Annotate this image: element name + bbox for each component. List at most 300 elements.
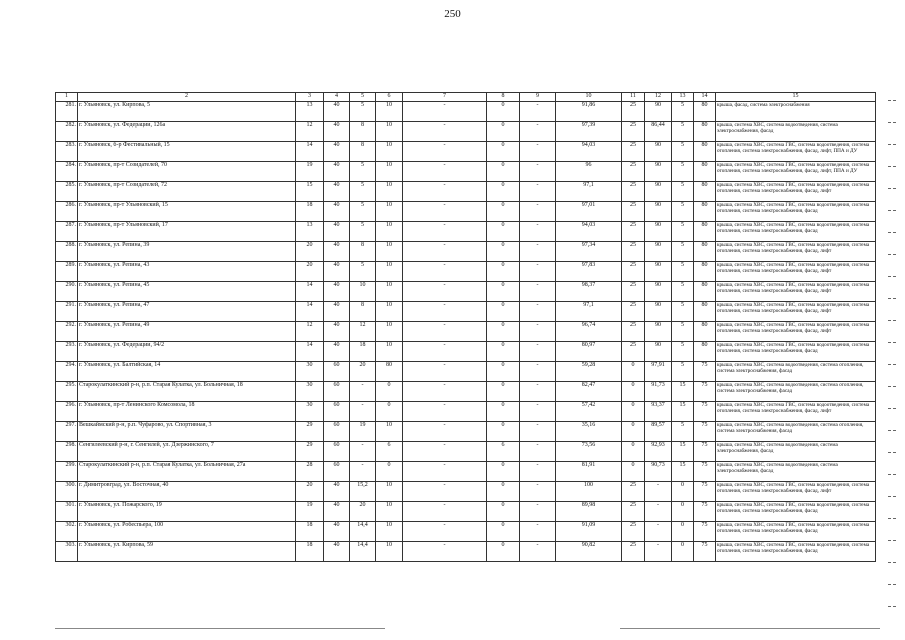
cell-col-10: 97,83 bbox=[556, 261, 622, 281]
cell-col-4: 40 bbox=[324, 181, 350, 201]
cell-col-7: - bbox=[403, 381, 487, 401]
cell-col-7: - bbox=[403, 121, 487, 141]
table-row bbox=[56, 501, 876, 521]
cell-works-list: крыша, система ХВС, система водоотведения, система электроснабжения, фасад bbox=[716, 121, 876, 141]
cell-col-10: 73,56 bbox=[556, 441, 622, 461]
cell-col-14: 80 bbox=[694, 121, 716, 141]
cell-col-10: 90,82 bbox=[556, 541, 622, 561]
cell-col-9: - bbox=[520, 161, 556, 181]
table-header bbox=[56, 93, 876, 102]
cell-col-14: 80 bbox=[694, 341, 716, 361]
table-row bbox=[56, 241, 876, 261]
cell-col-9: - bbox=[520, 381, 556, 401]
table-row bbox=[56, 441, 876, 461]
table-row bbox=[56, 121, 876, 141]
cell-col-3: 14 bbox=[296, 341, 324, 361]
cell-col-13: 5 bbox=[672, 181, 694, 201]
table-row bbox=[56, 461, 876, 481]
cell-col-4: 40 bbox=[324, 141, 350, 161]
edge-mark bbox=[888, 540, 896, 541]
table-row bbox=[56, 261, 876, 281]
cell-col-8: 0 bbox=[487, 181, 520, 201]
cell-col-7: - bbox=[403, 441, 487, 461]
cell-col-12: 89,57 bbox=[645, 421, 672, 441]
cell-col-10: 98,37 bbox=[556, 281, 622, 301]
cell-col-6: 10 bbox=[376, 241, 403, 261]
cell-col-3: 12 bbox=[296, 121, 324, 141]
cell-row-number: 290. bbox=[56, 281, 78, 301]
cell-col-6: 10 bbox=[376, 141, 403, 161]
cell-col-12: 90 bbox=[645, 201, 672, 221]
cell-col-5: 8 bbox=[350, 121, 376, 141]
cell-works-list: крыша, система ХВС, система ГВС, система водоотведения, система отопления, система электроснабжения, фасад bbox=[716, 541, 876, 561]
cell-col-9: - bbox=[520, 541, 556, 561]
cell-col-13: 5 bbox=[672, 261, 694, 281]
cell-col-14: 75 bbox=[694, 421, 716, 441]
cell-col-8: 0 bbox=[487, 401, 520, 421]
cell-col-10: 82,47 bbox=[556, 381, 622, 401]
cell-address: Старокулаткинский р-н, р.п. Старая Кулатка, ул. Больничная, 18 bbox=[78, 381, 296, 401]
edge-mark bbox=[888, 518, 896, 519]
cell-col-8: 0 bbox=[487, 361, 520, 381]
column-header: 5 bbox=[350, 93, 376, 102]
cell-col-6: 0 bbox=[376, 401, 403, 421]
cell-address: г. Ульяновск, ул. Кирпова, 5 bbox=[78, 101, 296, 121]
cell-works-list: крыша, система ХВС, система ГВС, система водоотведения, система отопления, система электроснабжения, фасад bbox=[716, 221, 876, 241]
cell-col-12: 92,93 bbox=[645, 441, 672, 461]
cell-col-11: 25 bbox=[622, 541, 645, 561]
cell-col-12: 90 bbox=[645, 161, 672, 181]
cell-col-8: 0 bbox=[487, 301, 520, 321]
cell-col-12: - bbox=[645, 501, 672, 521]
cell-col-11: 25 bbox=[622, 521, 645, 541]
edge-mark bbox=[888, 606, 896, 607]
cell-col-14: 80 bbox=[694, 161, 716, 181]
cell-col-10: 57,42 bbox=[556, 401, 622, 421]
cell-col-4: 60 bbox=[324, 381, 350, 401]
column-header: 13 bbox=[672, 93, 694, 102]
cell-col-4: 40 bbox=[324, 161, 350, 181]
cell-col-7: - bbox=[403, 501, 487, 521]
cell-col-11: 25 bbox=[622, 141, 645, 161]
cell-works-list: крыша, система ХВС, система ГВС, система водоотведения, система отопления, система электроснабжения, фасад, лифт bbox=[716, 281, 876, 301]
cell-col-5: 10 bbox=[350, 281, 376, 301]
cell-col-7: - bbox=[403, 321, 487, 341]
cell-col-4: 60 bbox=[324, 461, 350, 481]
column-number-row bbox=[56, 93, 876, 102]
cell-col-11: 25 bbox=[622, 221, 645, 241]
cell-col-8: 0 bbox=[487, 121, 520, 141]
cell-row-number: 282. bbox=[56, 121, 78, 141]
cell-col-8: 0 bbox=[487, 341, 520, 361]
table-row bbox=[56, 401, 876, 421]
cell-col-9: - bbox=[520, 461, 556, 481]
cell-col-6: 10 bbox=[376, 221, 403, 241]
cell-row-number: 298. bbox=[56, 441, 78, 461]
cell-col-12: - bbox=[645, 521, 672, 541]
cell-col-5: 8 bbox=[350, 141, 376, 161]
cell-col-9: - bbox=[520, 241, 556, 261]
cell-address: г. Ульяновск, ул. Репина, 43 bbox=[78, 261, 296, 281]
table-row bbox=[56, 281, 876, 301]
cell-address: г. Ульяновск, ул. Балтийская, 14 bbox=[78, 361, 296, 381]
cell-col-5: 20 bbox=[350, 501, 376, 521]
cell-col-13: 5 bbox=[672, 221, 694, 241]
cell-col-12: 90 bbox=[645, 321, 672, 341]
column-header: 2 bbox=[78, 93, 296, 102]
cell-col-4: 60 bbox=[324, 421, 350, 441]
cell-col-7: - bbox=[403, 401, 487, 421]
cell-col-9: - bbox=[520, 121, 556, 141]
cell-col-11: 0 bbox=[622, 421, 645, 441]
cell-col-4: 60 bbox=[324, 401, 350, 421]
table-row bbox=[56, 381, 876, 401]
edge-mark bbox=[888, 320, 896, 321]
cell-row-number: 295. bbox=[56, 381, 78, 401]
cell-col-12: 90 bbox=[645, 301, 672, 321]
cell-col-5: 5 bbox=[350, 261, 376, 281]
cell-col-12: 90 bbox=[645, 341, 672, 361]
cell-works-list: крыша, система ХВС, система ГВС, система водоотведения, система отопления, система электроснабжения, фасад bbox=[716, 501, 876, 521]
cell-col-14: 75 bbox=[694, 361, 716, 381]
cell-col-11: 25 bbox=[622, 181, 645, 201]
cell-col-8: 6 bbox=[487, 441, 520, 461]
cell-row-number: 299. bbox=[56, 461, 78, 481]
cell-col-11: 25 bbox=[622, 241, 645, 261]
cell-col-9: - bbox=[520, 521, 556, 541]
cell-col-10: 97,39 bbox=[556, 121, 622, 141]
cell-col-7: - bbox=[403, 421, 487, 441]
cell-col-6: 10 bbox=[376, 101, 403, 121]
cell-address: г. Ульяновск, пр-т Ульяновский, 15 bbox=[78, 201, 296, 221]
table-row bbox=[56, 101, 876, 121]
cell-col-5: 5 bbox=[350, 201, 376, 221]
cell-col-8: 0 bbox=[487, 241, 520, 261]
cell-works-list: крыша, система ХВС, система ГВС, система водоотведения, система отопления, система электроснабжения, фасад, лифт bbox=[716, 321, 876, 341]
cell-row-number: 283. bbox=[56, 141, 78, 161]
cell-col-3: 30 bbox=[296, 381, 324, 401]
cell-col-5: - bbox=[350, 441, 376, 461]
cell-row-number: 292. bbox=[56, 321, 78, 341]
table-row bbox=[56, 161, 876, 181]
cell-col-14: 75 bbox=[694, 401, 716, 421]
table-row bbox=[56, 321, 876, 341]
cell-col-6: 10 bbox=[376, 521, 403, 541]
cell-col-8: 0 bbox=[487, 281, 520, 301]
cell-col-5: 5 bbox=[350, 161, 376, 181]
cell-works-list: крыша, система ХВС, система ГВС, система водоотведения, система отопления, система электроснабжения, фасад bbox=[716, 341, 876, 361]
edge-mark bbox=[888, 144, 896, 145]
cell-col-7: - bbox=[403, 201, 487, 221]
cell-col-8: 0 bbox=[487, 481, 520, 501]
cell-col-11: 0 bbox=[622, 361, 645, 381]
edge-mark bbox=[888, 210, 896, 211]
cell-col-9: - bbox=[520, 301, 556, 321]
cell-col-6: 10 bbox=[376, 481, 403, 501]
cell-col-8: 0 bbox=[487, 161, 520, 181]
cell-col-14: 80 bbox=[694, 201, 716, 221]
table-row bbox=[56, 341, 876, 361]
cell-works-list: крыша, система ХВС, система ГВС, система водоотведения, система отопления, система электроснабжения, фасад, лифт bbox=[716, 301, 876, 321]
cell-col-6: 10 bbox=[376, 301, 403, 321]
cell-col-8: 0 bbox=[487, 521, 520, 541]
cell-col-6: 0 bbox=[376, 381, 403, 401]
cell-address: Сенгилеевский р-н, г. Сенгилей, ул. Дзержинского, 7 bbox=[78, 441, 296, 461]
cell-address: г. Ульяновск, б-р Фестивальный, 15 bbox=[78, 141, 296, 161]
edge-mark bbox=[888, 232, 896, 233]
cell-col-8: 0 bbox=[487, 541, 520, 561]
cell-works-list: крыша, система ХВС, система водоотведения, система отопления, система электроснабжения, фасад bbox=[716, 381, 876, 401]
cell-row-number: 291. bbox=[56, 301, 78, 321]
cell-col-9: - bbox=[520, 341, 556, 361]
cell-col-11: 25 bbox=[622, 161, 645, 181]
column-header: 6 bbox=[376, 93, 403, 102]
cell-address: г. Ульяновск, ул. Репина, 45 bbox=[78, 281, 296, 301]
cell-col-6: 10 bbox=[376, 121, 403, 141]
cell-col-12: 90 bbox=[645, 101, 672, 121]
cell-col-13: 5 bbox=[672, 161, 694, 181]
cell-col-6: 10 bbox=[376, 161, 403, 181]
cell-col-14: 75 bbox=[694, 441, 716, 461]
cell-col-13: 15 bbox=[672, 461, 694, 481]
cell-col-9: - bbox=[520, 261, 556, 281]
cell-col-3: 30 bbox=[296, 401, 324, 421]
edge-mark bbox=[888, 254, 896, 255]
edge-mark bbox=[888, 496, 896, 497]
cell-col-5: - bbox=[350, 401, 376, 421]
cell-col-8: 0 bbox=[487, 141, 520, 161]
cell-col-14: 75 bbox=[694, 461, 716, 481]
cell-col-5: - bbox=[350, 381, 376, 401]
cell-col-3: 20 bbox=[296, 241, 324, 261]
cell-col-11: 25 bbox=[622, 301, 645, 321]
cell-col-9: - bbox=[520, 361, 556, 381]
cell-col-8: 0 bbox=[487, 261, 520, 281]
cell-col-13: 15 bbox=[672, 401, 694, 421]
cell-row-number: 284. bbox=[56, 161, 78, 181]
cell-col-14: 75 bbox=[694, 521, 716, 541]
cell-row-number: 294. bbox=[56, 361, 78, 381]
cell-col-7: - bbox=[403, 181, 487, 201]
cell-col-4: 60 bbox=[324, 441, 350, 461]
edge-mark bbox=[888, 342, 896, 343]
cell-col-13: 5 bbox=[672, 281, 694, 301]
cell-col-5: 20 bbox=[350, 361, 376, 381]
cell-col-5: 5 bbox=[350, 221, 376, 241]
cell-col-4: 40 bbox=[324, 341, 350, 361]
column-header: 15 bbox=[716, 93, 876, 102]
cell-col-4: 40 bbox=[324, 121, 350, 141]
cell-works-list: крыша, система ХВС, система ГВС, система водоотведения, система отопления, система электроснабжения, фасад, лифт bbox=[716, 241, 876, 261]
cell-col-5: 5 bbox=[350, 101, 376, 121]
cell-col-14: 80 bbox=[694, 261, 716, 281]
cell-col-9: - bbox=[520, 281, 556, 301]
cell-col-3: 14 bbox=[296, 141, 324, 161]
cell-col-7: - bbox=[403, 241, 487, 261]
cell-col-14: 75 bbox=[694, 501, 716, 521]
cell-col-9: - bbox=[520, 141, 556, 161]
edge-mark bbox=[888, 408, 896, 409]
cell-col-7: - bbox=[403, 521, 487, 541]
cell-col-6: 10 bbox=[376, 501, 403, 521]
cell-col-11: 0 bbox=[622, 381, 645, 401]
cell-address: г. Ульяновск, ул. Репина, 39 bbox=[78, 241, 296, 261]
cell-row-number: 287. bbox=[56, 221, 78, 241]
cell-address: г. Ульяновск, ул. Пожарского, 19 bbox=[78, 501, 296, 521]
cell-address: г. Ульяновск, пр-т Ульяновский, 17 bbox=[78, 221, 296, 241]
cell-col-6: 10 bbox=[376, 421, 403, 441]
cell-works-list: крыша, система ХВС, система ГВС, система водоотведения, система отопления, система электроснабжения, фасад, лифт bbox=[716, 181, 876, 201]
cell-col-8: 0 bbox=[487, 221, 520, 241]
cell-col-11: 25 bbox=[622, 261, 645, 281]
cell-col-3: 14 bbox=[296, 301, 324, 321]
cell-col-10: 91,86 bbox=[556, 101, 622, 121]
cell-col-14: 80 bbox=[694, 141, 716, 161]
cell-col-5: 15,2 bbox=[350, 481, 376, 501]
page-number: 250 bbox=[444, 8, 461, 20]
cell-address: г. Ульяновск, ул. Федерации, 126а bbox=[78, 121, 296, 141]
cell-address: Вешкаймский р-н, р.п. Чуфарово, ул. Спортивная, 3 bbox=[78, 421, 296, 441]
cell-col-6: 6 bbox=[376, 441, 403, 461]
cell-col-11: 0 bbox=[622, 401, 645, 421]
cell-col-13: 5 bbox=[672, 421, 694, 441]
cell-col-13: 5 bbox=[672, 121, 694, 141]
cell-col-4: 40 bbox=[324, 301, 350, 321]
cell-col-6: 10 bbox=[376, 281, 403, 301]
column-header: 8 bbox=[487, 93, 520, 102]
cell-col-6: 10 bbox=[376, 201, 403, 221]
cell-col-13: 5 bbox=[672, 321, 694, 341]
cell-col-12: 90 bbox=[645, 181, 672, 201]
cell-row-number: 286. bbox=[56, 201, 78, 221]
table-row bbox=[56, 421, 876, 441]
table-row bbox=[56, 221, 876, 241]
cell-col-11: 25 bbox=[622, 201, 645, 221]
cell-col-14: 80 bbox=[694, 181, 716, 201]
cell-col-5: 19 bbox=[350, 421, 376, 441]
cell-col-10: 35,16 bbox=[556, 421, 622, 441]
cell-col-6: 10 bbox=[376, 261, 403, 281]
cell-col-5: 14,4 bbox=[350, 541, 376, 561]
cell-col-13: 0 bbox=[672, 501, 694, 521]
cell-col-5: 14,4 bbox=[350, 521, 376, 541]
cell-col-5: 8 bbox=[350, 241, 376, 261]
cell-col-7: - bbox=[403, 161, 487, 181]
cell-col-12: 90 bbox=[645, 221, 672, 241]
cell-col-7: - bbox=[403, 301, 487, 321]
cell-col-13: 0 bbox=[672, 521, 694, 541]
cell-col-12: 91,73 bbox=[645, 381, 672, 401]
cell-col-8: 0 bbox=[487, 501, 520, 521]
column-header: 11 bbox=[622, 93, 645, 102]
cell-col-9: - bbox=[520, 221, 556, 241]
cell-col-4: 40 bbox=[324, 221, 350, 241]
cell-works-list: крыша, система ХВС, система ГВС, система водоотведения, система отопления, система электроснабжения, фасад bbox=[716, 521, 876, 541]
cell-col-3: 18 bbox=[296, 541, 324, 561]
cell-col-4: 40 bbox=[324, 261, 350, 281]
cell-col-10: 97,01 bbox=[556, 201, 622, 221]
cell-col-13: 0 bbox=[672, 481, 694, 501]
cell-works-list: крыша, система ХВС, система водоотведения, система электроснабжения, фасад bbox=[716, 441, 876, 461]
edge-mark bbox=[888, 562, 896, 563]
cell-address: Старокулаткинский р-н, р.п. Старая Кулатка, ул. Больничная, 27а bbox=[78, 461, 296, 481]
cell-row-number: 297. bbox=[56, 421, 78, 441]
cell-col-13: 5 bbox=[672, 361, 694, 381]
cell-col-12: 90 bbox=[645, 141, 672, 161]
cell-col-7: - bbox=[403, 341, 487, 361]
table-row bbox=[56, 301, 876, 321]
cell-col-10: 91,09 bbox=[556, 521, 622, 541]
edge-mark bbox=[888, 188, 896, 189]
column-header: 3 bbox=[296, 93, 324, 102]
column-header: 1 bbox=[56, 93, 78, 102]
cell-col-10: 94,03 bbox=[556, 141, 622, 161]
column-header: 9 bbox=[520, 93, 556, 102]
cell-col-3: 15 bbox=[296, 181, 324, 201]
cell-col-9: - bbox=[520, 201, 556, 221]
cell-col-4: 40 bbox=[324, 521, 350, 541]
cell-col-3: 14 bbox=[296, 281, 324, 301]
cell-col-10: 97,1 bbox=[556, 181, 622, 201]
cell-works-list: крыша, фасад, система электроснабжения bbox=[716, 101, 876, 121]
cell-col-12: 90 bbox=[645, 261, 672, 281]
cell-col-12: - bbox=[645, 481, 672, 501]
cell-col-12: 90,73 bbox=[645, 461, 672, 481]
cell-col-6: 10 bbox=[376, 321, 403, 341]
cell-col-9: - bbox=[520, 181, 556, 201]
cell-col-13: 5 bbox=[672, 101, 694, 121]
cell-address: г. Ульяновск, пр-т Созидателей, 72 bbox=[78, 181, 296, 201]
cell-col-8: 0 bbox=[487, 101, 520, 121]
column-header: 10 bbox=[556, 93, 622, 102]
cell-col-7: - bbox=[403, 261, 487, 281]
cell-col-5: 8 bbox=[350, 301, 376, 321]
table-body bbox=[56, 101, 876, 561]
cell-col-10: 59,28 bbox=[556, 361, 622, 381]
column-header: 14 bbox=[694, 93, 716, 102]
table-row bbox=[56, 541, 876, 561]
cell-works-list: крыша, система ХВС, система водоотведения, система электроснабжения, фасад bbox=[716, 461, 876, 481]
cell-col-13: 5 bbox=[672, 341, 694, 361]
cell-col-4: 40 bbox=[324, 321, 350, 341]
table-row bbox=[56, 141, 876, 161]
cell-col-5: 12 bbox=[350, 321, 376, 341]
cell-col-11: 0 bbox=[622, 461, 645, 481]
cell-col-10: 96 bbox=[556, 161, 622, 181]
cell-col-5: 5 bbox=[350, 181, 376, 201]
cell-col-13: 0 bbox=[672, 541, 694, 561]
edge-mark bbox=[888, 430, 896, 431]
cell-col-3: 20 bbox=[296, 261, 324, 281]
cell-col-11: 25 bbox=[622, 101, 645, 121]
edge-mark bbox=[888, 166, 896, 167]
cell-col-13: 5 bbox=[672, 301, 694, 321]
cell-col-7: - bbox=[403, 541, 487, 561]
edge-mark bbox=[888, 584, 896, 585]
cell-col-7: - bbox=[403, 101, 487, 121]
cell-col-14: 75 bbox=[694, 481, 716, 501]
cell-col-5: - bbox=[350, 461, 376, 481]
edge-mark bbox=[888, 100, 896, 101]
cell-row-number: 281. bbox=[56, 101, 78, 121]
cell-works-list: крыша, система ХВС, система ГВС, система водоотведения, система отопления, система электроснабжения, фасад, лифт bbox=[716, 401, 876, 421]
cell-works-list: крыша, система ХВС, система ГВС, система водоотведения, система отопления, система электроснабжения, фасад, лифт bbox=[716, 261, 876, 281]
cell-col-9: - bbox=[520, 441, 556, 461]
edge-mark bbox=[888, 452, 896, 453]
cell-col-10: 96,74 bbox=[556, 321, 622, 341]
table-row bbox=[56, 361, 876, 381]
footer-rule-right bbox=[620, 628, 880, 629]
